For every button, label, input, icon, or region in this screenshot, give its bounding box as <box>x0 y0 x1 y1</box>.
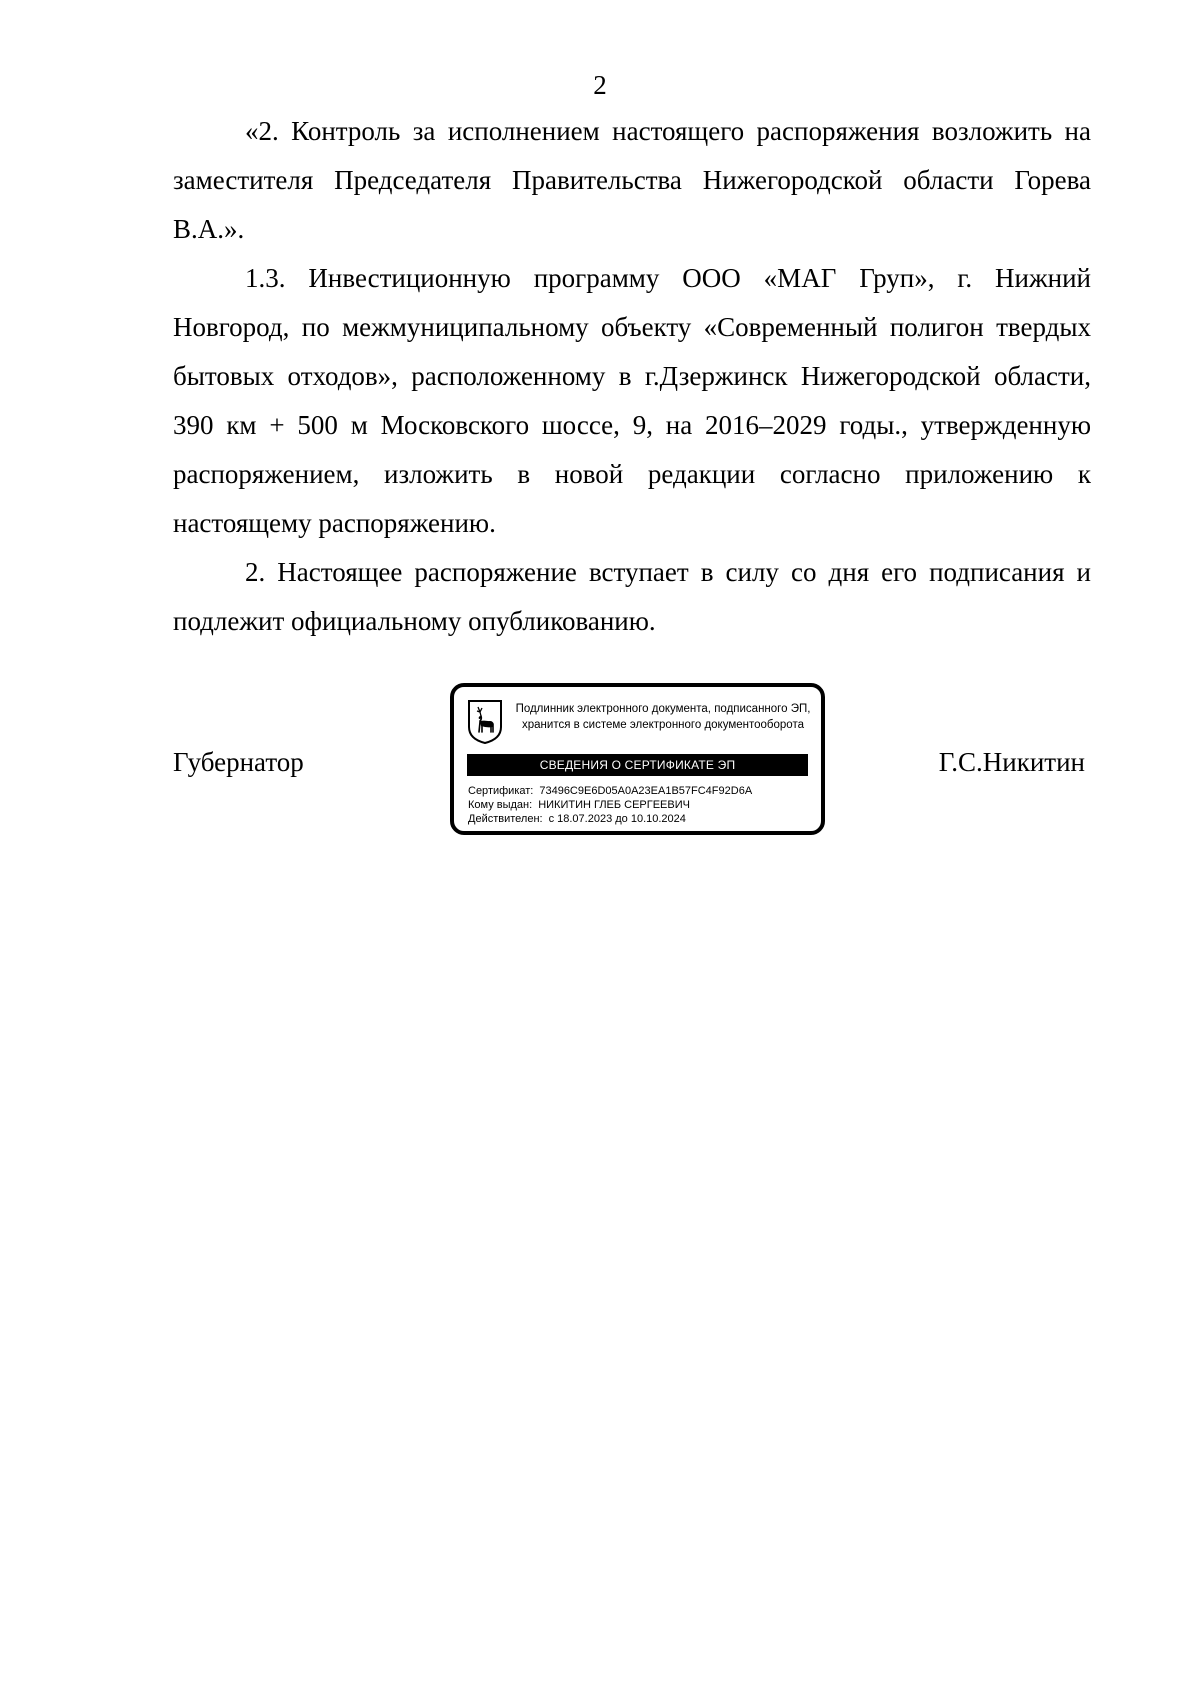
validity-row <box>468 812 752 826</box>
paragraph-control-clause: «2. Контроль за исполнением настоящего распоряжения возложить на заместителя Председателя Правительства Нижегородской области Горева В.А.». <box>173 116 1091 244</box>
document-body <box>173 107 1091 646</box>
deer-emblem-icon <box>467 699 503 745</box>
issued-to-value: НИКИТИН ГЛЕБ СЕРГЕЕВИЧ <box>538 799 690 811</box>
stamp-header-line-2: хранится в системе электронного документооборота <box>522 719 804 731</box>
page-number: 2 <box>593 70 607 100</box>
stamp-header <box>508 701 818 733</box>
certificate-details <box>468 784 752 826</box>
certificate-row <box>468 784 752 798</box>
paragraph-investment-program: 1.3. Инвестиционную программу ООО «МАГ Груп», г. Нижний Новгород, по межмуниципальному объекту «Современный полигон твердых бытовых отходов», расположенному в г.Дзержинск Нижегородской области, 390 км + 500 м Московского шоссе, 9, на 2016–2029 годы., утвержденную распоряжением, изложить в новой редакции согласно приложению к настоящему распоряжению. <box>173 263 1091 538</box>
validity-label: Действителен: <box>468 813 543 825</box>
stamp-header-line-1: Подлинник электронного документа, подписанного ЭП, <box>515 703 811 715</box>
signer-position-title: Губернатор <box>173 747 304 777</box>
electronic-signature-stamp <box>450 683 825 835</box>
validity-value: с 18.07.2023 до 10.10.2024 <box>548 813 686 825</box>
issued-to-label: Кому выдан: <box>468 799 533 811</box>
signature-block <box>173 683 1091 843</box>
signer-name: Г.С.Никитин <box>938 747 1085 777</box>
certificate-label: Сертификат: <box>468 785 534 797</box>
paragraph-entry-into-force: 2. Настоящее распоряжение вступает в силу со дня его подписания и подлежит официальному опубликованию. <box>173 557 1091 636</box>
certificate-info-band: СВЕДЕНИЯ О СЕРТИФИКАТЕ ЭП <box>467 754 808 776</box>
certificate-value: 73496C9E6D05A0A23EA1B57FC4F92D6A <box>539 785 753 797</box>
issued-to-row <box>468 798 752 812</box>
